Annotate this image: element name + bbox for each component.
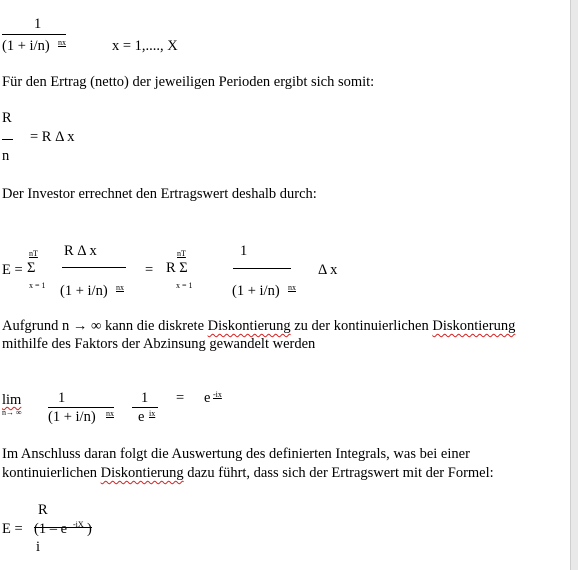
eq4-frac2-denominator: e (138, 409, 145, 425)
eq5-close: ) (87, 521, 92, 537)
eq1-exponent: nx (58, 38, 66, 47)
paragraph-integral-line1: Im Anschluss daran folgt die Auswertung des definierten Integrals, was bei einer (2, 446, 470, 462)
eq3-tail: Δ x (318, 262, 338, 278)
eq4-frac1-numerator: 1 (58, 390, 66, 406)
eq1-range: x = 1,...., X (112, 38, 178, 54)
eq3-frac2-numerator: 1 (240, 243, 248, 259)
eq4-frac2-bar (132, 407, 158, 408)
eq4-frac2-exponent: ix (149, 409, 156, 418)
eq5-denominator: i (36, 539, 41, 555)
window-edge (570, 0, 578, 570)
eq2-rhs: = R Δ x (30, 129, 75, 145)
eq2-denominator: n (2, 148, 10, 164)
paragraph-investor: Der Investor errechnet den Ertragswert deshalb durch: (2, 186, 317, 202)
eq4-equals: = (176, 390, 185, 406)
eq4-rhs: e (204, 390, 211, 406)
spellcheck-word[interactable]: Diskontierung (432, 318, 516, 334)
eq5-paren: (1 – e (34, 521, 68, 537)
eq5-numerator: R (38, 502, 48, 518)
spellcheck-word[interactable]: Diskontierung (207, 318, 291, 334)
eq4-lim[interactable]: lim (2, 392, 22, 408)
eq3-sum1: Σ (27, 260, 36, 276)
eq1-denominator: (1 + i/n) (2, 38, 50, 54)
paragraph-integral-line2: kontinuierlichen Diskontierung dazu führt, dass sich der Ertragswert mit der Formel: (2, 465, 494, 481)
paragraph-ertrag: Für den Ertrag (netto) der jeweiligen Perioden ergibt sich somit: (2, 74, 375, 90)
eq3-sum1-upper: nT (29, 249, 38, 258)
eq3-frac1-denominator: (1 + i/n) (60, 283, 108, 299)
eq4-frac1-bar (48, 407, 114, 408)
eq1-numerator: 1 (34, 16, 42, 32)
eq5-exponent: -iX (73, 520, 84, 529)
eq3-sum2: R Σ (166, 260, 188, 276)
eq3-sum2-lower: x = 1 (176, 281, 193, 290)
eq5-fraction-bar (34, 527, 92, 528)
eq2-fraction-bar (2, 139, 13, 140)
eq4-frac1-denominator: (1 + i/n) (48, 409, 96, 425)
eq1-fraction-bar (2, 34, 66, 35)
eq4-frac2-numerator: 1 (141, 390, 149, 406)
eq3-equals: = (145, 262, 154, 278)
eq5-lhs: E = (2, 521, 23, 537)
eq3-frac2-exponent: nx (288, 283, 296, 292)
eq2-numerator: R (2, 110, 12, 126)
eq3-frac2-bar (233, 268, 291, 269)
eq4-frac1-exponent: nx (106, 409, 114, 418)
eq3-frac1-exponent: nx (116, 283, 124, 292)
paragraph-diskontierung-line1: Aufgrund n → ∞ kann die diskrete Diskontierung zu der kontinuierlichen Diskontierung (2, 318, 516, 334)
paragraph-diskontierung-line2: mithilfe des Faktors der Abzinsung gewandelt werden (2, 336, 316, 352)
eq3-sum1-lower: x = 1 (29, 281, 46, 290)
eq3-frac2-denominator: (1 + i/n) (232, 283, 280, 299)
eq3-frac1-numerator: R Δ x (64, 243, 97, 259)
spellcheck-word[interactable]: Diskontierung (100, 465, 184, 481)
eq3-frac1-bar (62, 267, 126, 268)
eq4-rhs-exponent: -ix (213, 390, 222, 399)
eq4-lim-subscript: n→ ∞ (2, 408, 22, 417)
eq3-lhs: E = (2, 262, 23, 278)
eq3-sum2-upper: nT (177, 249, 186, 258)
